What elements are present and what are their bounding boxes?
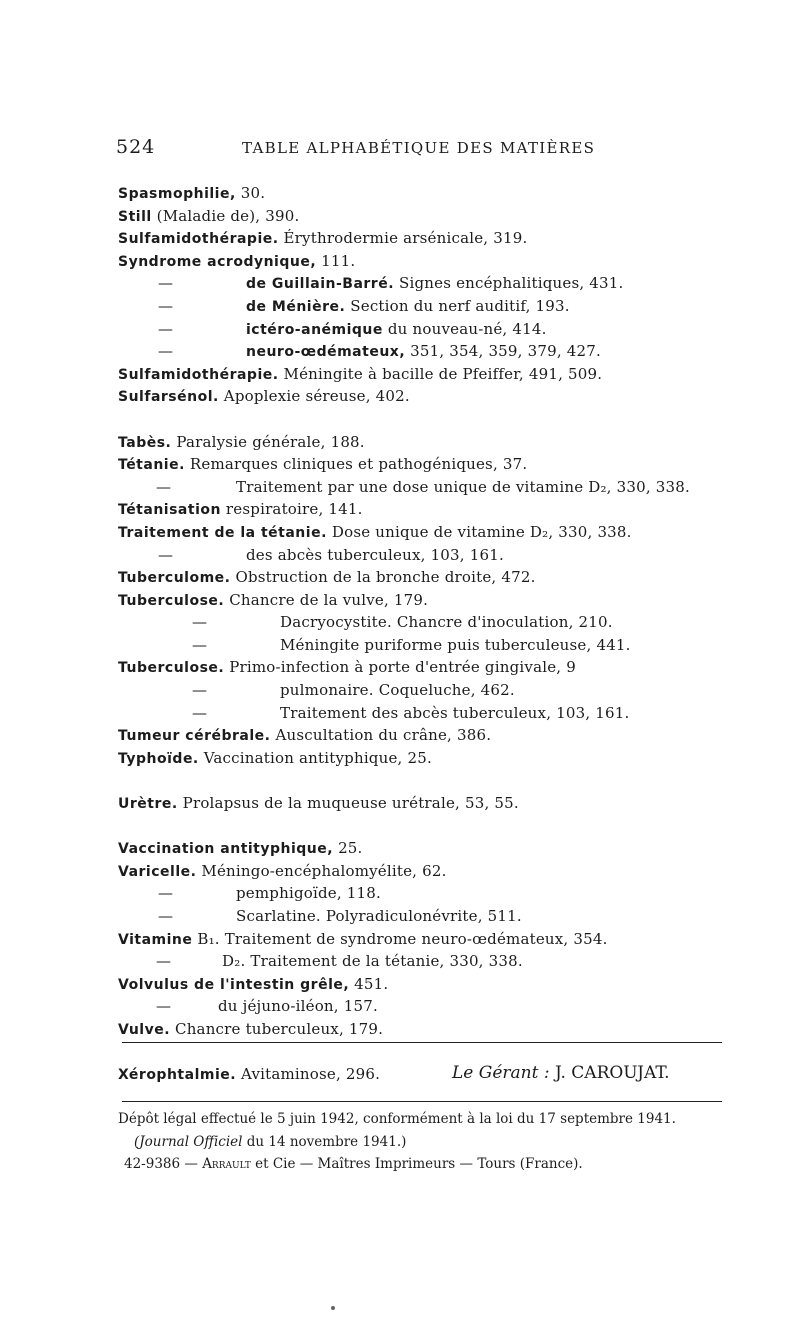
- index-subentry: [118, 611, 758, 634]
- entry-text: Dose unique de vitamine D₂, 330, 338.: [331, 522, 632, 541]
- entry-term: neuro-œdémateux,: [246, 344, 406, 361]
- entry-text: Remarques cliniques et pathogéniques, 37.: [189, 455, 528, 474]
- index-entry: [118, 860, 758, 883]
- entry-text: 451.: [354, 974, 389, 993]
- entry-term: de Ménière.: [246, 298, 346, 315]
- journal-title: (Journal Officiel: [134, 1133, 243, 1150]
- entry-dash: —: [158, 296, 174, 315]
- entry-text: Chancre de la vulve, 179.: [229, 590, 429, 609]
- index-entry: [118, 431, 758, 454]
- page-number: 524: [116, 136, 156, 158]
- index-subentry: [118, 544, 758, 567]
- print-number: 42-9386 —: [124, 1156, 198, 1172]
- entry-text: Scarlatine. Polyradiculonévrite, 511.: [236, 907, 522, 925]
- index-entry: [118, 589, 758, 612]
- entry-dash: —: [156, 477, 172, 496]
- index-subentry: [118, 295, 758, 318]
- index-subentry: [118, 702, 758, 725]
- entry-term: Syndrome acrodynique,: [118, 253, 317, 270]
- entry-term: Urètre.: [118, 796, 178, 813]
- index-entry: [118, 837, 758, 860]
- index-entry: [118, 363, 758, 386]
- entry-text: Section du nerf auditif, 193.: [350, 296, 570, 315]
- index-entry: [118, 521, 758, 544]
- entry-text: Dacryocystite. Chancre d'inoculation, 210.: [280, 613, 613, 632]
- index-entry: [118, 385, 758, 408]
- index-subentry: [118, 950, 758, 973]
- entry-text: pemphigoïde, 118.: [236, 884, 382, 903]
- entry-term: Traitement de la tétanie.: [118, 524, 327, 541]
- index-entry: [118, 792, 758, 815]
- legal-footer: [118, 1108, 734, 1176]
- entry-term: Tabès.: [118, 434, 172, 451]
- entry-dash: —: [158, 884, 174, 903]
- entry-term: ictéro-anémique: [246, 321, 383, 338]
- index-subentry: [118, 340, 758, 363]
- entry-text: Vaccination antityphique, 25.: [203, 748, 432, 767]
- entry-dash: —: [158, 342, 174, 361]
- entry-dash: —: [158, 907, 174, 925]
- index-subentry: [118, 905, 758, 928]
- footer-rule: [122, 1101, 722, 1102]
- paper-speck: [331, 1306, 335, 1310]
- entry-term: Sulfamidothérapie.: [118, 231, 279, 248]
- journal-date: du 14 novembre 1941.): [246, 1133, 407, 1150]
- entry-text: du nouveau-né, 414.: [387, 319, 547, 338]
- entry-text: 25.: [338, 839, 363, 858]
- entry-text: des abcès tuberculeux, 103, 161.: [246, 545, 504, 564]
- entry-text: Apoplexie séreuse, 402.: [223, 387, 410, 406]
- entry-term: Spasmophilie,: [118, 186, 236, 202]
- entry-text: pulmonaire. Coqueluche, 462.: [280, 681, 515, 700]
- entry-dash: —: [158, 319, 174, 338]
- printer-details: et Cie — Maîtres Imprimeurs — Tours (France).: [255, 1156, 583, 1172]
- index-entries: [118, 182, 758, 1086]
- entry-text: Prolapsus de la muqueuse urétrale, 53, 55.: [182, 794, 519, 813]
- entry-text: du jéjuno-iléon, 157.: [218, 997, 378, 1016]
- index-entry: [118, 747, 758, 770]
- index-subentry: [118, 882, 758, 905]
- entry-dash: —: [158, 545, 174, 564]
- entry-dash: —: [192, 681, 208, 700]
- entry-term: Volvulus de l'intestin grêle,: [118, 976, 350, 993]
- entry-dash: —: [156, 997, 172, 1016]
- running-title: TABLE ALPHABÉTIQUE DES MATIÈRES: [242, 139, 596, 157]
- entry-dash: —: [192, 703, 208, 722]
- section-gap: [118, 769, 758, 792]
- entry-dash: —: [192, 635, 208, 654]
- index-subentry: [118, 272, 758, 295]
- entry-dash: —: [156, 952, 172, 971]
- entry-dash: —: [192, 613, 208, 632]
- section-gap: [118, 408, 758, 431]
- entry-text: Méningo-encéphalomyélite, 62.: [201, 861, 447, 880]
- entry-text: Méningite puriforme puis tuberculeuse, 441.: [280, 635, 631, 654]
- section-gap: [118, 815, 758, 838]
- entry-term: Typhoïde.: [118, 750, 199, 767]
- legal-deposit-line: Dépôt légal effectué le 5 juin 1942, conformément à la loi du 17 septembre 1941.: [118, 1111, 676, 1127]
- entry-term: Tétanisation: [118, 502, 221, 519]
- index-entry: [118, 1018, 758, 1041]
- entry-text: Signes encéphalitiques, 431.: [398, 274, 624, 293]
- entry-text: D₂. Traitement de la tétanie, 330, 338.: [222, 952, 523, 971]
- index-entry: [118, 973, 758, 996]
- signature-line: [452, 1063, 670, 1083]
- entry-term: Sulfarsénol.: [118, 389, 219, 406]
- index-entry: [118, 566, 758, 589]
- index-subentry: [118, 679, 758, 702]
- entry-term: Vaccination antityphique,: [118, 841, 334, 858]
- signature-role: Le Gérant :: [452, 1063, 550, 1083]
- index-entry: [118, 656, 758, 679]
- entry-text: Traitement par une dose unique de vitamine D₂, 330, 338.: [236, 477, 690, 496]
- index-entry: [118, 928, 758, 951]
- index-subentry: [118, 634, 758, 657]
- index-subentry: [118, 476, 758, 499]
- entry-text: 351, 354, 359, 379, 427.: [410, 342, 601, 361]
- entry-text: Obstruction de la bronche droite, 472.: [235, 568, 536, 587]
- signature-rule: [122, 1042, 722, 1043]
- entry-text: 111.: [321, 251, 356, 270]
- index-entry: [118, 227, 758, 250]
- printer-name: Arrault: [202, 1156, 251, 1172]
- index-entry: [118, 182, 758, 205]
- entry-term: Tuberculose.: [118, 660, 225, 677]
- entry-term: Tuberculose.: [118, 592, 225, 609]
- entry-term: Tumeur cérébrale.: [118, 728, 271, 745]
- entry-term: de Guillain-Barré.: [246, 276, 395, 293]
- entry-text: respiratoire, 141.: [225, 500, 363, 519]
- entry-text: Méningite à bacille de Pfeiffer, 491, 509.: [283, 364, 603, 383]
- entry-term: Xérophtalmie.: [118, 1067, 237, 1084]
- entry-term: Varicelle.: [118, 863, 197, 880]
- entry-term: Tétanie.: [118, 457, 185, 474]
- entry-text: B₁. Traitement de syndrome neuro-œdémateux, 354.: [197, 929, 608, 948]
- index-entry: [118, 498, 758, 521]
- journal-line: [118, 1131, 734, 1154]
- index-entry: [118, 453, 758, 476]
- entry-text: Traitement des abcès tuberculeux, 103, 161.: [280, 703, 630, 722]
- section-gap: [118, 1041, 758, 1064]
- entry-term: Still: [118, 208, 152, 225]
- signature-name: J. CAROUJAT.: [554, 1063, 670, 1083]
- entry-dash: —: [158, 274, 174, 293]
- entry-text: Paralysie générale, 188.: [176, 432, 365, 451]
- index-entry: [118, 250, 758, 273]
- page-header: [116, 136, 716, 160]
- printer-line: [118, 1153, 734, 1176]
- entry-term: Tuberculome.: [118, 570, 231, 587]
- entry-term: Sulfamidothérapie.: [118, 366, 279, 383]
- entry-text: Auscultation du crâne, 386.: [275, 726, 492, 745]
- entry-text: (Maladie de), 390.: [156, 206, 300, 225]
- index-entry: [118, 205, 758, 228]
- entry-text: Chancre tuberculeux, 179.: [175, 1019, 384, 1038]
- entry-text: Avitaminose, 296.: [241, 1065, 381, 1084]
- entry-term: Vitamine: [118, 931, 193, 948]
- entry-text: Primo-infection à porte d'entrée gingivale, 9: [229, 658, 576, 677]
- index-subentry: [118, 995, 758, 1018]
- index-subentry: [118, 318, 758, 341]
- entry-text: 30.: [240, 184, 266, 202]
- entry-text: Érythrodermie arsénicale, 319.: [283, 229, 528, 248]
- entry-term: Vulve.: [118, 1021, 171, 1038]
- index-entry: [118, 724, 758, 747]
